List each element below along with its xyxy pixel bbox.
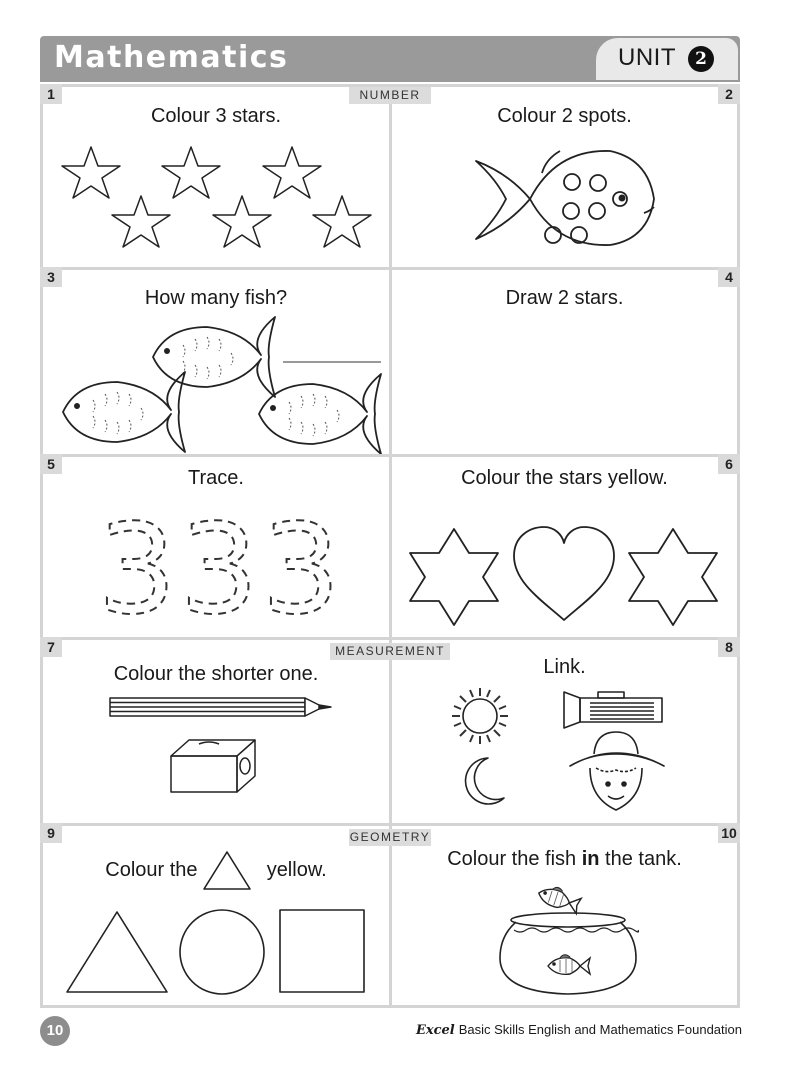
fish-icon — [259, 374, 381, 454]
page-number-badge: 10 — [40, 1016, 70, 1046]
question-number: 5 — [40, 454, 62, 474]
panel-9 — [40, 823, 392, 1008]
torch-icon — [564, 692, 662, 728]
unit-tab — [596, 38, 738, 80]
instruction-text: Colour the stars yellow. — [461, 467, 668, 489]
instruction-text: Colour 3 stars. — [150, 105, 282, 127]
instruction-text: Trace. — [188, 467, 244, 489]
sharpener-icon — [171, 740, 255, 792]
instruction-text: Colour 2 spots. — [497, 105, 632, 127]
footer-brand: Excel — [415, 1023, 455, 1038]
triangle-icon — [67, 912, 167, 992]
question-number: 2 — [718, 84, 740, 104]
tank-rim — [511, 913, 625, 927]
instruction-text-before: Colour the — [105, 859, 198, 881]
footer-text: Basic Skills English and Mathematics Foundation — [458, 1022, 742, 1037]
panel-3 — [40, 267, 392, 457]
trace-digits — [43, 457, 389, 637]
star-icon — [213, 196, 271, 247]
instruction-text: Colour the shorter one. — [113, 663, 319, 685]
six-point-star-icon — [410, 529, 498, 625]
question-number: 10 — [718, 823, 740, 843]
instruction-text-bold: in — [581, 848, 600, 870]
question-number: 7 — [40, 637, 62, 657]
section-label-measurement: MEASUREMENT — [330, 643, 450, 660]
trace-digit: 3 — [97, 498, 177, 637]
six-point-star-icon — [629, 529, 717, 625]
trace-digit: 3 — [179, 498, 259, 637]
link-illustration — [392, 640, 737, 823]
fish-body — [530, 151, 654, 245]
star-icon — [263, 147, 321, 198]
star-icon — [62, 147, 120, 198]
instruction-text-after: the tank. — [599, 848, 682, 870]
fish-icon — [63, 372, 185, 452]
instruction-text: How many fish? — [144, 287, 288, 309]
instruction-text: Link. — [543, 656, 586, 678]
star-icon — [112, 196, 170, 247]
spot — [545, 227, 561, 243]
question-number: 3 — [40, 267, 62, 287]
spot — [563, 203, 579, 219]
unit-label: UNIT — [618, 44, 676, 71]
instruction-text-after: yellow. — [266, 859, 327, 881]
fish-spots-illustration — [392, 87, 737, 267]
girl-with-hat-icon — [570, 732, 664, 810]
circle-icon — [180, 910, 264, 994]
water-line — [514, 928, 639, 932]
spot — [589, 203, 605, 219]
fish-icon — [548, 955, 590, 975]
shapes-illustration — [43, 826, 389, 1005]
spot — [564, 174, 580, 190]
pencil-sharpener-illustration — [43, 640, 389, 823]
panel-6 — [389, 454, 740, 640]
panel-10 — [389, 823, 740, 1008]
question-number: 8 — [718, 637, 740, 657]
panel-7 — [40, 637, 392, 826]
question-number: 6 — [718, 454, 740, 474]
heart-icon — [514, 527, 614, 620]
panel-1 — [40, 84, 392, 270]
fish-tail — [476, 161, 530, 239]
sun-icon — [452, 688, 508, 744]
stars-heart-illustration — [392, 457, 737, 637]
question-number: 4 — [718, 267, 740, 287]
fish-icon — [536, 882, 582, 914]
instruction-text-before: Colour the fish — [447, 848, 582, 870]
star-icon — [162, 147, 220, 198]
fish-pupil — [619, 195, 626, 202]
fish-mouth — [644, 207, 654, 213]
unit-number-badge: 2 — [688, 46, 714, 72]
page-title: Mathematics — [54, 40, 289, 75]
section-label-number: NUMBER — [349, 87, 431, 104]
moon-icon — [466, 758, 504, 804]
fish-tank-illustration — [392, 826, 737, 1005]
star-icon — [313, 196, 371, 247]
panel-8 — [389, 637, 740, 826]
panel-5 — [40, 454, 392, 640]
panel-2 — [389, 84, 740, 270]
footer — [416, 1022, 742, 1038]
spot — [590, 175, 606, 191]
fish-fin — [542, 151, 560, 173]
square-icon — [280, 910, 364, 992]
inline-triangle-icon — [204, 852, 250, 889]
question-number: 1 — [40, 84, 62, 104]
section-label-geometry: GEOMETRY — [349, 830, 431, 844]
fish-icon — [153, 317, 275, 397]
instruction-text: Draw 2 stars. — [505, 287, 624, 309]
fish-count-illustration — [43, 270, 389, 454]
trace-digit: 3 — [261, 498, 341, 637]
stars-illustration — [43, 87, 389, 267]
panel-4 — [389, 267, 740, 457]
question-number: 9 — [40, 823, 62, 843]
